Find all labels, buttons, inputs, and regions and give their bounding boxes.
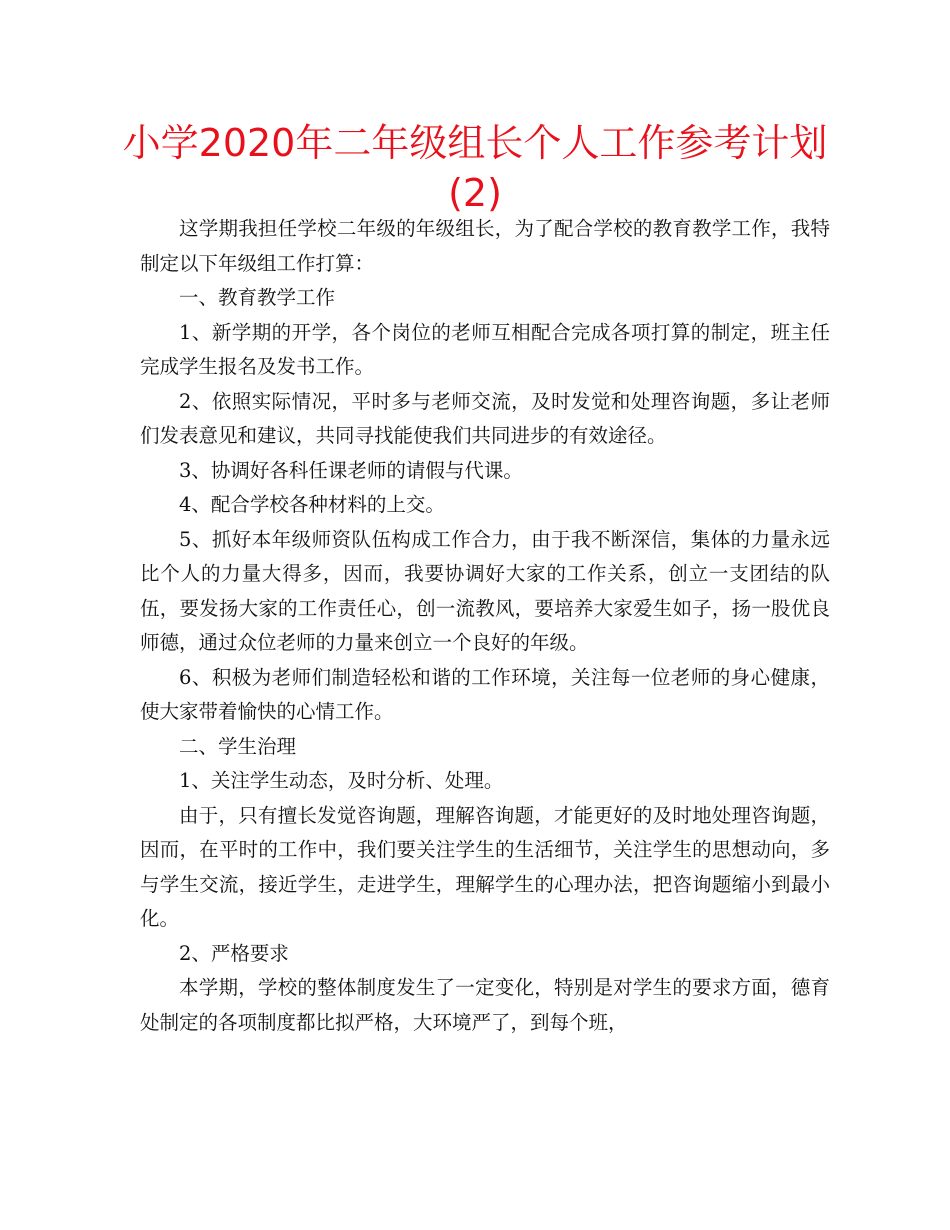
paragraph-item-6: 6、积极为老师们制造轻松和谐的工作环境，关注每一位老师的身心健康，使大家带着愉快的心情工作。 [140,665,830,723]
heading-teaching-work: 一、教育教学工作 [179,286,336,309]
paragraph-item-5: 5、抓好本年级师资队伍构成工作合力，由于我不断深信，集体的力量永远比个人的力量大得多，因而，我要协调好大家的工作关系，创立一支团结的队伍，要发扬大家的工作责任心，创一流教风，要培养大家爱生如子，扬一股优良师德，通过众位老师的力量来创立一个良好的年级。 [140,527,830,654]
paragraph-intro: 这学期我担任学校二年级的年级组长，为了配合学校的教育教学工作，我特制定以下年级组工作打算： [140,217,830,275]
paragraph-student-item-1: 1、关注学生动态，及时分析、处理。 [179,769,504,792]
paragraph-student-item-2: 2、严格要求 [179,941,289,965]
paragraph-item-4: 4、配合学校各种材料的上交。 [179,493,445,516]
heading-student-management: 二、学生治理 [179,734,297,758]
paragraph-item-2: 2、依照实际情况，平时多与老师交流，及时发觉和处理咨询题，多让老师们发表意见和建议，共同寻找能使我们共同进步的有效途径。 [140,389,830,447]
paragraph-item-1: 1、新学期的开学，各个岗位的老师互相配合完成各项打算的制定，班主任完成学生报名及发书工作。 [140,320,830,378]
paragraph-item-3: 3、协调好各科任课老师的请假与代课。 [179,458,523,482]
paragraph-student-explanation: 由于，只有擅长发觉咨询题，理解咨询题，才能更好的及时地处理咨询题，因而，在平时的工作中，我们要关注学生的生活细节，关注学生的思想动向，多与学生交流，接近学生，走进学生，理解学生的心理办法，把咨询题缩小到最小化。 [140,803,830,930]
document-body [140,212,830,1040]
paragraph-strict-requirements: 本学期，学校的整体制度发生了一定变化，特别是对学生的要求方面，德育处制定的各项制度都比拟严格，大环境严了，到每个班， [140,976,830,1034]
document-title: 小学2020年二年级组长个人工作参考计划(2) [122,121,828,215]
